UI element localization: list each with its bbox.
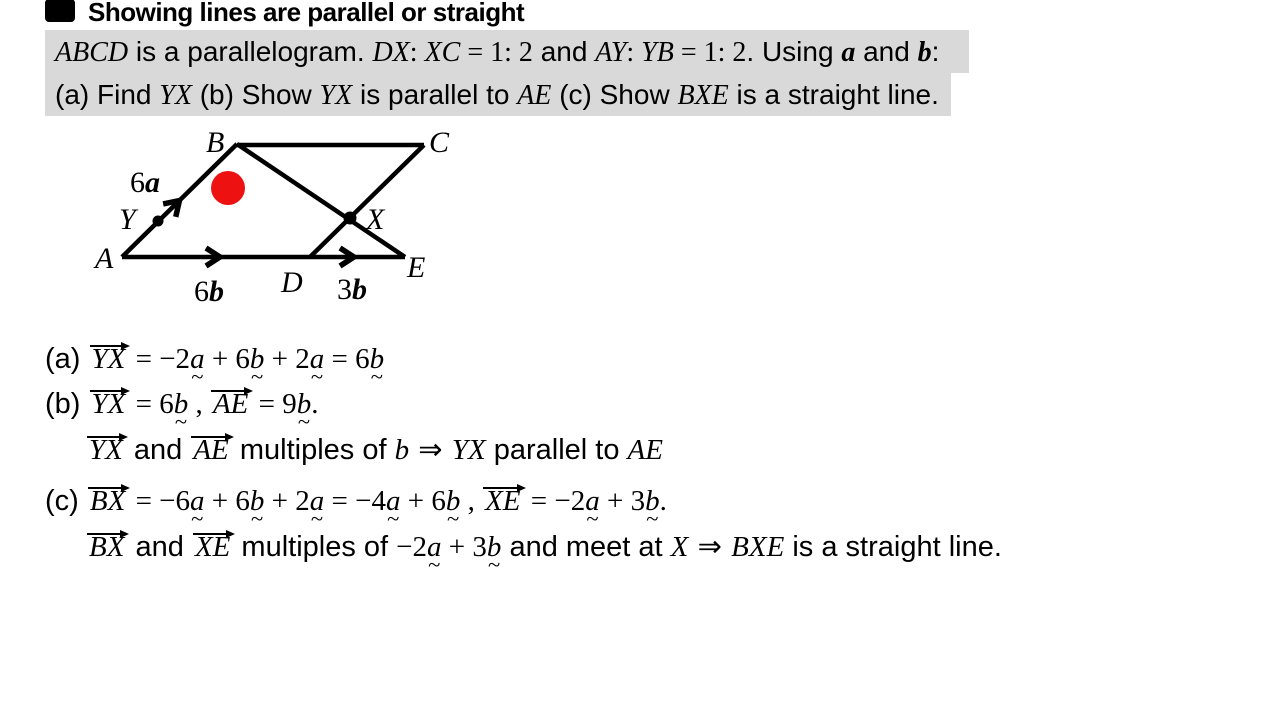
math-token: + 6 (204, 485, 250, 517)
math-token: YX (86, 435, 126, 465)
math-token: AE (627, 434, 663, 466)
math-token: b ~ (370, 344, 385, 374)
math-token: BX (87, 486, 128, 516)
label-edge-de-vector: b (352, 273, 367, 306)
math-token: . (311, 388, 319, 420)
math-token: AE (190, 435, 231, 465)
math-token: . Using (746, 36, 842, 67)
math-token: YX (89, 344, 129, 374)
math-token: a ~ (585, 486, 600, 516)
math-token: b (917, 37, 932, 68)
geometry-diagram (80, 118, 470, 310)
label-edge-ab (130, 166, 160, 199)
black-square-bullet-icon (45, 0, 75, 22)
solution-line-c (45, 484, 667, 518)
math-token: X (670, 531, 689, 563)
math-token: BX (86, 532, 127, 562)
math-token: is a straight line. (784, 531, 1002, 563)
label-vertex-e: E (407, 251, 426, 284)
math-token: = −2 (128, 343, 191, 375)
math-token: b ~ (250, 486, 265, 516)
point-y-dot (153, 216, 164, 227)
math-token: : (409, 37, 425, 68)
math-token: YX (319, 80, 353, 111)
solution-line-c-conclusion (86, 529, 1002, 563)
math-token: BXE (731, 531, 785, 563)
math-token: = 1: 2 (460, 37, 533, 68)
math-token: b (394, 434, 410, 466)
math-token: and (855, 36, 918, 67)
math-token: and (532, 36, 596, 67)
math-token: AE (210, 389, 251, 419)
label-vertex-a: A (95, 242, 114, 275)
math-token: a ~ (310, 344, 325, 374)
math-token: + 3 (441, 531, 487, 563)
math-token: b ~ (487, 532, 502, 562)
math-token: a ~ (310, 486, 325, 516)
math-token: and (127, 531, 192, 563)
math-token: (b) Show (191, 79, 320, 110)
label-edge-ab-coeff: 6 (130, 166, 145, 199)
label-vertex-x: X (366, 203, 385, 236)
label-edge-de-coeff: 3 (337, 273, 352, 306)
math-token: a ~ (386, 486, 401, 516)
solution-line-a (45, 342, 384, 376)
label-vertex-y: Y (119, 203, 136, 236)
label-vertex-b: B (206, 126, 225, 159)
label-edge-ab-vector: a (145, 166, 160, 199)
math-token: is a straight line. (728, 79, 939, 110)
math-token: + 2 (264, 485, 310, 517)
math-token: + 3 (599, 485, 646, 517)
math-token: XE (482, 486, 523, 516)
math-token: (a) Find (55, 79, 160, 110)
math-token: , (188, 388, 210, 420)
math-token: a ~ (190, 344, 205, 374)
math-token: YB (641, 37, 674, 68)
math-token: ⇒ (688, 529, 732, 563)
math-token: BXE (677, 80, 729, 111)
solution-line-b (45, 387, 319, 421)
math-token: XC (424, 37, 461, 68)
math-token: = −6 (128, 485, 191, 517)
math-token: XE (192, 532, 233, 562)
math-token: + 6 (400, 485, 446, 517)
math-token: AE (517, 80, 552, 111)
math-token: −2 (396, 531, 428, 563)
math-token: , (460, 485, 483, 517)
label-vertex-c: C (429, 126, 450, 159)
edge-be (237, 144, 405, 257)
math-token: . (659, 485, 667, 517)
label-vertex-d: D (281, 266, 303, 299)
title-row (45, 0, 524, 26)
math-token: (c) (45, 485, 87, 517)
math-token: a ~ (190, 486, 205, 516)
red-marker-icon (211, 171, 245, 205)
math-token: multiples of (233, 531, 397, 563)
label-edge-ad-vector: b (209, 275, 224, 308)
math-token: + 2 (264, 343, 310, 375)
math-token: = −4 (324, 485, 386, 517)
math-token: is a parallelogram. (128, 36, 373, 67)
math-token: ⇒ (409, 432, 452, 466)
math-token: + 6 (204, 343, 250, 375)
math-token: YX (89, 389, 129, 419)
math-token: = 6 (324, 343, 370, 375)
math-token: parallel to (485, 434, 628, 466)
label-edge-ad-coeff: 6 (194, 275, 209, 308)
math-token: = 6 (128, 388, 174, 420)
math-token: and meet at (501, 531, 671, 563)
math-token: a ~ (427, 532, 442, 562)
math-token: (c) Show (551, 79, 678, 110)
edge-dc (310, 145, 424, 257)
point-x-dot (344, 212, 357, 225)
math-token: b ~ (174, 389, 189, 419)
math-token: is parallel to (352, 79, 518, 110)
math-token: YX (451, 434, 486, 466)
math-token: ABCD (55, 37, 129, 68)
math-token: a (841, 37, 856, 68)
solution-line-b-conclusion (86, 432, 663, 466)
math-token: (a) (45, 343, 89, 375)
math-token: multiples of (231, 434, 395, 466)
math-token: = 9 (251, 388, 297, 420)
page-title: Showing lines are parallel or straight (88, 0, 525, 27)
math-token: b ~ (250, 344, 265, 374)
label-edge-ad (194, 275, 224, 308)
math-token: (b) (45, 388, 89, 420)
math-token: AY (595, 37, 627, 68)
label-edge-de (337, 273, 367, 306)
math-token: b ~ (645, 486, 660, 516)
math-token: DX (372, 37, 410, 68)
math-token: and (125, 434, 191, 466)
math-token: = −2 (523, 485, 586, 517)
math-token: = 1: 2 (673, 37, 747, 68)
math-token: b ~ (446, 486, 461, 516)
problem-statement-line-2 (45, 73, 951, 116)
math-token: YX (159, 80, 192, 111)
math-token: : (931, 36, 940, 67)
math-token: : (626, 37, 642, 68)
math-token: b ~ (297, 389, 312, 419)
problem-statement-line-1 (45, 30, 969, 73)
